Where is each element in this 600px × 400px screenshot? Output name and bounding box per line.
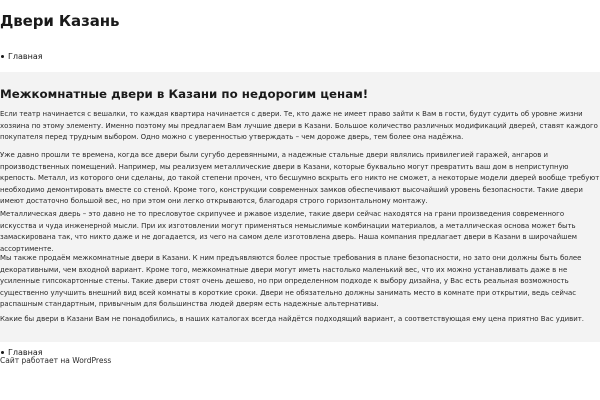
nav-item-label: Главная: [8, 52, 43, 61]
page-title: Межкомнатные двери в Казани по недорогим ценам!: [0, 87, 369, 101]
main-content: [0, 72, 600, 342]
bullet-icon: [1, 351, 4, 354]
header-nav: [0, 51, 43, 63]
bullet-icon: [1, 55, 4, 58]
paragraph-intro: Если театр начинается с вешалки, то каждая квартира начинается с двери. Те, кто даже не имеет право зайти к Вам в гости, будут судить об уровне жизни хозяина по этому элементу. Именно поэтому мы предлагаем Вам лучшие двери в Казани. Большое количество различных модификаций дверей, ставят каждого покупателя перед трудным выбором. Одно можно с уверенностью утверждать – чем дороже дверь, тем более она надёжна.: [0, 110, 598, 142]
nav-item-home[interactable]: [0, 51, 43, 63]
paragraph-modern-metal: Металлическая дверь – это давно не то пресловутое скрипучее и ржавое изделие, такие двери сейчас находятся на грани произведения современного искусства и чуда инженерной мысли. При их изготовлении могут применяться немыслимые комбинации материалов, а металлическая основа может быть замаскирована так, что никто даже и не догадается, из чего на самом деле изготовлена дверь. Наша компания предлагает двери в Казани в широчайшем ассортименте.: [0, 210, 578, 253]
nav-item-label: Главная: [8, 348, 43, 357]
site-title[interactable]: Двери Казань: [0, 12, 120, 30]
site-footer: [0, 342, 600, 400]
site-header: [0, 0, 600, 72]
paragraph-interior-doors: Мы также продаём межкомнатные двери в Казани. К ним предъявляются более простые требования в плане безопасности, но зато они должны быть более декоративными, чем входной вариант. Кроме того, межкомнатные двери могут иметь настолько маленький вес, что их можно устанавливать даже в не усиленные гипсокартонные стены. Такие двери стоят очень дешево, но при определенном подходе к выбору дизайна, у Вас есть реальная возможность существенно улучшить внешний вид всей комнаты в короткие сроки. Двери не обязательно должны занимать место в комнате при открытии, ведь сейчас распашным стандартным, привычным для большинства людей дверям есть надежные альтернативы.: [0, 254, 582, 309]
wordpress-credit-link[interactable]: Сайт работает на WordPress: [0, 356, 112, 365]
paragraph-metal-doors: Уже давно прошли те времена, когда все двери были сугубо деревянными, а надежные стальные двери являлись привилегией гаражей, ангаров и производственных помещений. Например, мы реализуем металлические двери в Казани, которые буквально могут превратить ваш дом в неприступную крепость. Металл, из которого они сделаны, до такой степени прочен, что бесшумно вскрыть его никто не сможет, а некоторые модели дверей вообще требуют необходимо демонтировать вместе со стеной. Кроме того, конструкции современных замков обеспечивают высочайший уровень безопасности. Такие двери имеют достаточно большой вес, но при этом они легко открываются, благодаря строго горизонтальному монтажу.: [0, 151, 600, 206]
paragraph-closing: Какие бы двери в Казани Вам не понадобились, в наших каталогах всегда найдётся подходящий вариант, а соответствующая ему цена приятно Вас удивит.: [0, 315, 585, 323]
